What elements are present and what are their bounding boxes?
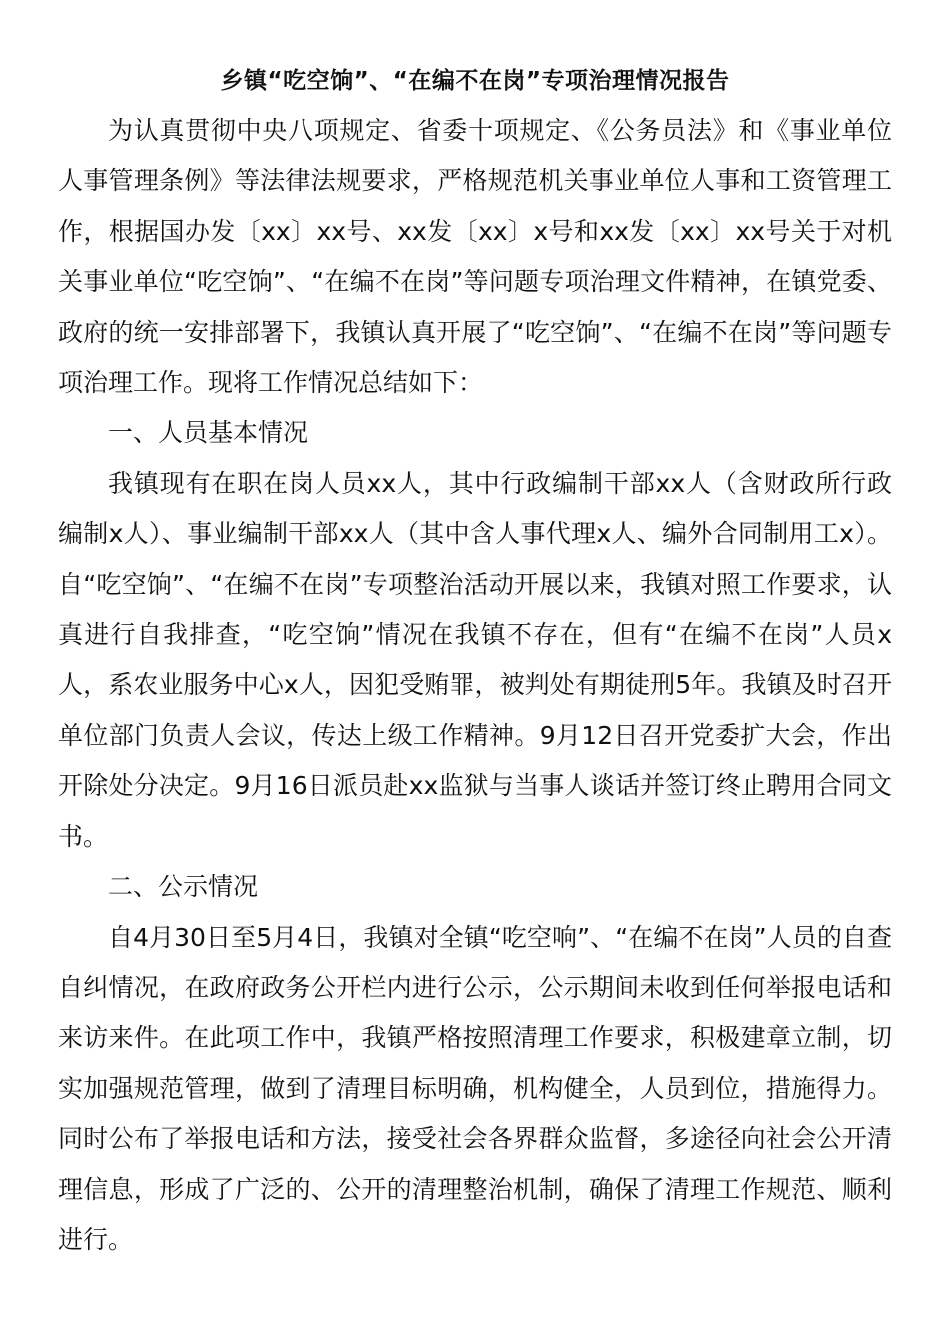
document-title: 乡镇“吃空饷”、“在编不在岗”专项治理情况报告 (220, 68, 730, 94)
section-body-publicity: 自4月30日至5月4日，我镇对全镇“吃空响”、“在编不在岗”人员的自查自纠情况，在政府政务公开栏内进行公示，公示期间未收到任何举报电话和来访来件。在此项工作中，我镇严格按照清理工作要求，积极建章立制，切实加强规范管理，做到了清理目标明确，机构健全，人员到位，措施得力。同时公布了举报电话和方法，接受社会各界群众监督，多途径向社会公开清理信息，形成了广泛的、公开的清理整治机制，确保了清理工作规范、顺利进行。 (58, 922, 892, 1254)
intro-paragraph: 为认真贯彻中央八项规定、省委十项规定、《公务员法》和《事业单位人事管理条例》等法律法规要求，严格规范机关事业单位人事和工资管理工作，根据国办发〔xx〕xx号、xx发〔xx〕x号和xx发〔xx〕xx号关于对机关事业单位“吃空饷”、“在编不在岗”等问题专项治理文件精神，在镇党委、政府的统一安排部署下，我镇认真开展了“吃空饷”、“在编不在岗”等问题专项治理工作。现将工作情况总结如下： (58, 116, 892, 398)
document-page (58, 56, 892, 1265)
section-body-personnel: 我镇现有在职在岗人员xx人，其中行政编制干部xx人（含财政所行政编制x人）、事业编制干部xx人（其中含人事代理x人、编外合同制用工x）。自“吃空饷”、“在编不在岗”专项整治活动开展以来，我镇对照工作要求，认真进行自我排查，“吃空饷”情况在我镇不存在，但有“在编不在岗”人员x人，系农业服务中心x人，因犯受贿罪，被判处有期徒刑5年。我镇及时召开单位部门负责人会议，传达上级工作精神。9月12日召开党委扩大会，作出开除处分决定。9月16日派员赴xx监狱与当事人谈话并签订终止聘用合同文书。 (58, 468, 892, 851)
section-heading-personnel: 一、人员基本情况 (108, 418, 309, 448)
section-heading-publicity: 二、公示情况 (108, 872, 259, 902)
